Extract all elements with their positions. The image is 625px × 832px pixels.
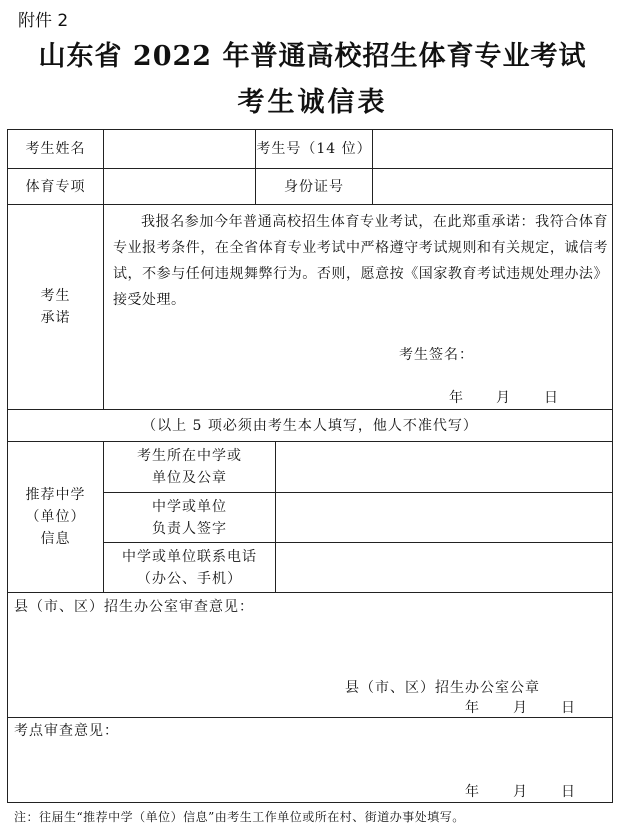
county-review-field[interactable] [14,620,608,675]
name-field[interactable] [104,130,255,168]
pledge-date-year: 年 [449,390,464,406]
school-seal-label: 考生所在中学或 单位及公章 [137,448,242,486]
county-date-year: 年 [465,700,480,716]
county-seal-label: 县（市、区）招生办公室公章 [345,680,540,696]
site-date-day: 日 [561,784,576,800]
county-review-label: 县（市、区）招生办公室审查意见： [14,599,254,615]
site-review-label: 考点审查意见： [14,723,119,739]
attachment-label: 附件 2 [18,11,69,31]
school-info-label: 推荐中学 （单位） 信息 [25,487,86,547]
pledge-date-month: 月 [496,390,511,406]
footnote: 注：往届生“推荐中学（单位）信息”由考生工作单位或所在村、街道办事处填写。 [14,810,465,824]
sport-label: 体育专项 [25,178,86,195]
county-date-month: 月 [513,700,528,716]
county-date-day: 日 [561,700,576,716]
site-date-month: 月 [513,784,528,800]
form-title-line2: 考生诚信表 [237,87,388,118]
school-phone-label: 中学或单位联系电话 （办公、手机） [122,548,257,587]
id-number-label: 身份证号 [284,178,344,195]
exam-number-label: 考生号（14 位） [256,141,372,157]
self-fill-note: （以上 5 项必须由考生本人填写，他人不准代写） [142,417,478,434]
name-label: 考生姓名 [25,141,86,157]
exam-number-field[interactable] [373,130,612,168]
school-seal-field[interactable] [276,442,612,492]
signature-field[interactable] [469,338,599,364]
sport-field[interactable] [104,169,255,204]
school-phone-field[interactable] [276,543,612,592]
school-head-field[interactable] [276,493,612,542]
site-date-year: 年 [465,784,480,800]
signature-label: 考生签名： [399,347,474,363]
school-head-label: 中学或单位 负责人签字 [152,498,227,537]
id-number-field[interactable] [373,169,612,204]
form-title-line1: 山东省 2022 年普通高校招生体育专业考试 [38,41,587,72]
pledge-date-day: 日 [544,390,559,406]
pledge-text: 我报名参加今年普通高校招生体育专业考试，在此郑重承诺：我符合体育专业报考条件，在全省体育专业考试中严格遵守考试规则和有关规定，诚信考试，不参与任何违规舞弊行为。否则，愿意按《国家教育考试违规处理办法》接受处理。 [113,214,608,308]
pledge-label: 考生 承诺 [40,288,71,326]
site-review-field[interactable] [14,744,608,776]
